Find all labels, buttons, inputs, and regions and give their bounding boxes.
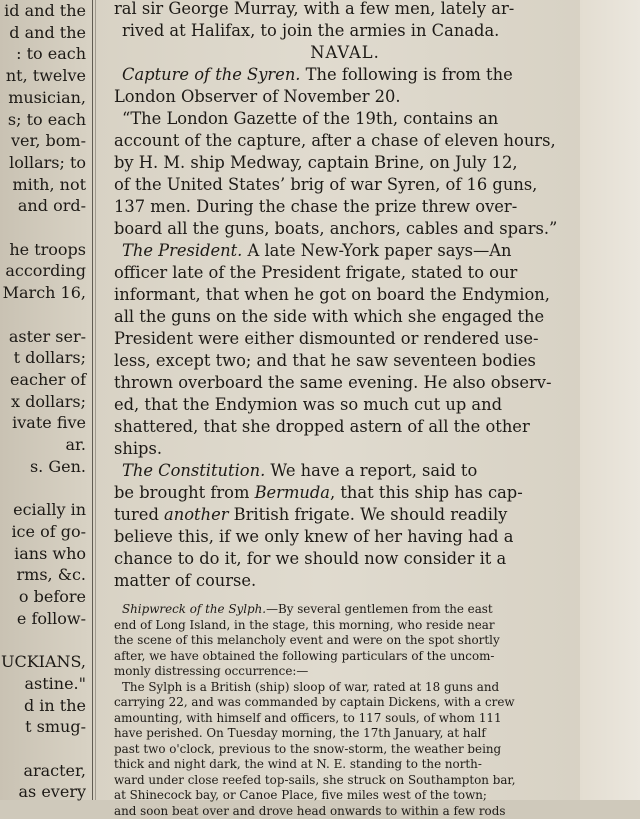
text-line: “The London Gazette of the 19th, contains an <box>114 108 576 130</box>
left-column-line: x dollars; <box>0 391 86 413</box>
left-column-line: mith, not <box>0 174 86 196</box>
text-line: less, except two; and that he saw seventeen bodies <box>114 350 576 372</box>
text-line <box>114 460 576 482</box>
left-column-line <box>0 217 86 239</box>
text-line: monly distressing occurrence:— <box>114 664 576 680</box>
left-column-line: aracter, <box>0 760 86 782</box>
main-column <box>114 0 576 800</box>
left-column-line: ice of go- <box>0 521 86 543</box>
left-column-line: aster ser- <box>0 326 86 348</box>
left-column-line: : to each <box>0 43 86 65</box>
left-column-line: e follow- <box>0 608 86 630</box>
left-column-line <box>0 738 86 760</box>
text-line: 137 men. During the chase the prize threw over- <box>114 196 576 218</box>
left-column-line: o before <box>0 586 86 608</box>
text-line: end of Long Island, in the stage, this morning, who reside near <box>114 618 576 634</box>
text-line: and soon beat over and drove head onwards to within a few rods <box>114 804 576 819</box>
left-column-line: d and the <box>0 22 86 44</box>
text-line: amounting, with himself and officers, to 117 souls, of whom 111 <box>114 711 576 727</box>
text-line <box>114 240 576 262</box>
text-line: have perished. On Tuesday morning, the 17th January, at half <box>114 726 576 742</box>
left-column-line: t smug- <box>0 716 86 738</box>
text-span: tured <box>114 505 164 524</box>
text-span: British frigate. We should readily <box>229 505 508 524</box>
column-rule-inner <box>95 0 96 800</box>
intro-paragraph <box>114 0 576 42</box>
article-title: Shipwreck of the Sylph. <box>122 602 266 616</box>
text-line: ed, that the Endymion was so much cut up and <box>114 394 576 416</box>
sylph-article <box>114 602 576 819</box>
left-column-line: id and the <box>0 0 86 22</box>
left-column-line: ver, bom- <box>0 130 86 152</box>
text-line: informant, that when he got on board the Endymion, <box>114 284 576 306</box>
article-lead: The following is from the <box>300 65 512 84</box>
left-column-line: March 16, <box>0 282 86 304</box>
text-line: by H. M. ship Medway, captain Brine, on July 12, <box>114 152 576 174</box>
text-line: carrying 22, and was commanded by captain Dickens, with a crew <box>114 695 576 711</box>
text-line: matter of course. <box>114 570 576 592</box>
text-line <box>114 504 576 526</box>
section-heading: NAVAL. <box>114 42 576 64</box>
left-column-line: UCKIANS, <box>0 651 86 673</box>
text-line: chance to do it, for we should now consider it a <box>114 548 576 570</box>
text-line: believe this, if we only knew of her having had a <box>114 526 576 548</box>
left-column-line: and ord- <box>0 195 86 217</box>
text-span: be brought from <box>114 483 255 502</box>
syren-article <box>114 64 576 240</box>
left-column-line <box>0 477 86 499</box>
left-column-line: nt, twelve <box>0 65 86 87</box>
article-title: The President. <box>122 241 242 260</box>
text-line: account of the capture, after a chase of eleven hours, <box>114 130 576 152</box>
text-line: the scene of this melancholy event and were on the spot shortly <box>114 633 576 649</box>
article-lead: —By several gentlemen from the east <box>266 602 493 616</box>
text-line <box>114 602 576 618</box>
president-article <box>114 240 576 460</box>
text-line: ships. <box>114 438 576 460</box>
article-lead: A late New-York paper says—An <box>242 241 511 260</box>
italic-text: Bermuda <box>255 483 330 502</box>
text-line: past two o'clock, previous to the snow-storm, the weather being <box>114 742 576 758</box>
constitution-article <box>114 460 576 592</box>
text-line <box>114 482 576 504</box>
left-column-line: he troops <box>0 239 86 261</box>
left-column-line: ivate five <box>0 412 86 434</box>
text-line: President were either dismounted or rendered use- <box>114 328 576 350</box>
text-line: thrown overboard the same evening. He also observ- <box>114 372 576 394</box>
left-column-line: ecially in <box>0 499 86 521</box>
text-line: officer late of the President frigate, stated to our <box>114 262 576 284</box>
text-line: all the guns on the side with which she engaged the <box>114 306 576 328</box>
article-title: The Constitution. <box>122 461 265 480</box>
text-line: thick and night dark, the wind at N. E. standing to the north- <box>114 757 576 773</box>
text-span: , that this ship has cap- <box>330 483 523 502</box>
left-column-line: eacher of <box>0 369 86 391</box>
left-column-line <box>0 629 86 651</box>
left-column-line: s. Gen. <box>0 456 86 478</box>
left-column-line <box>0 304 86 326</box>
left-column-line: astine." <box>0 673 86 695</box>
text-line: board all the guns, boats, anchors, cables and spars.” <box>114 218 576 240</box>
text-line: rived at Halifax, to join the armies in Canada. <box>114 20 576 42</box>
left-column-line: rms, &c. <box>0 564 86 586</box>
left-column-line: ar. <box>0 434 86 456</box>
article-lead: We have a report, said to <box>265 461 477 480</box>
text-line: The Sylph is a British (ship) sloop of war, rated at 18 guns and <box>114 680 576 696</box>
left-column-line: t dollars; <box>0 347 86 369</box>
text-line: London Observer of November 20. <box>114 86 576 108</box>
italic-text: another <box>164 505 228 524</box>
text-line: ward under close reefed top-sails, she struck on Southampton bar, <box>114 773 576 789</box>
text-line: after, we have obtained the following particulars of the uncom- <box>114 649 576 665</box>
text-line: at Shinecock bay, or Canoe Place, five miles west of the town; <box>114 788 576 804</box>
right-margin <box>580 0 640 800</box>
left-column-line: as every <box>0 781 86 803</box>
left-column-line: s; to each <box>0 109 86 131</box>
left-column-line: according <box>0 260 86 282</box>
article-title: Capture of the Syren. <box>122 65 300 84</box>
left-column-line: ians who <box>0 543 86 565</box>
text-line: of the United States’ brig of war Syren, of 16 guns, <box>114 174 576 196</box>
text-line: shattered, that she dropped astern of all the other <box>114 416 576 438</box>
column-rule <box>92 0 93 800</box>
left-column-line: lollars; to <box>0 152 86 174</box>
left-column-cropped <box>0 0 86 800</box>
text-line <box>114 64 576 86</box>
left-column-line: musician, <box>0 87 86 109</box>
left-column-line: d in the <box>0 695 86 717</box>
text-line: ral sir George Murray, with a few men, lately ar- <box>114 0 576 20</box>
